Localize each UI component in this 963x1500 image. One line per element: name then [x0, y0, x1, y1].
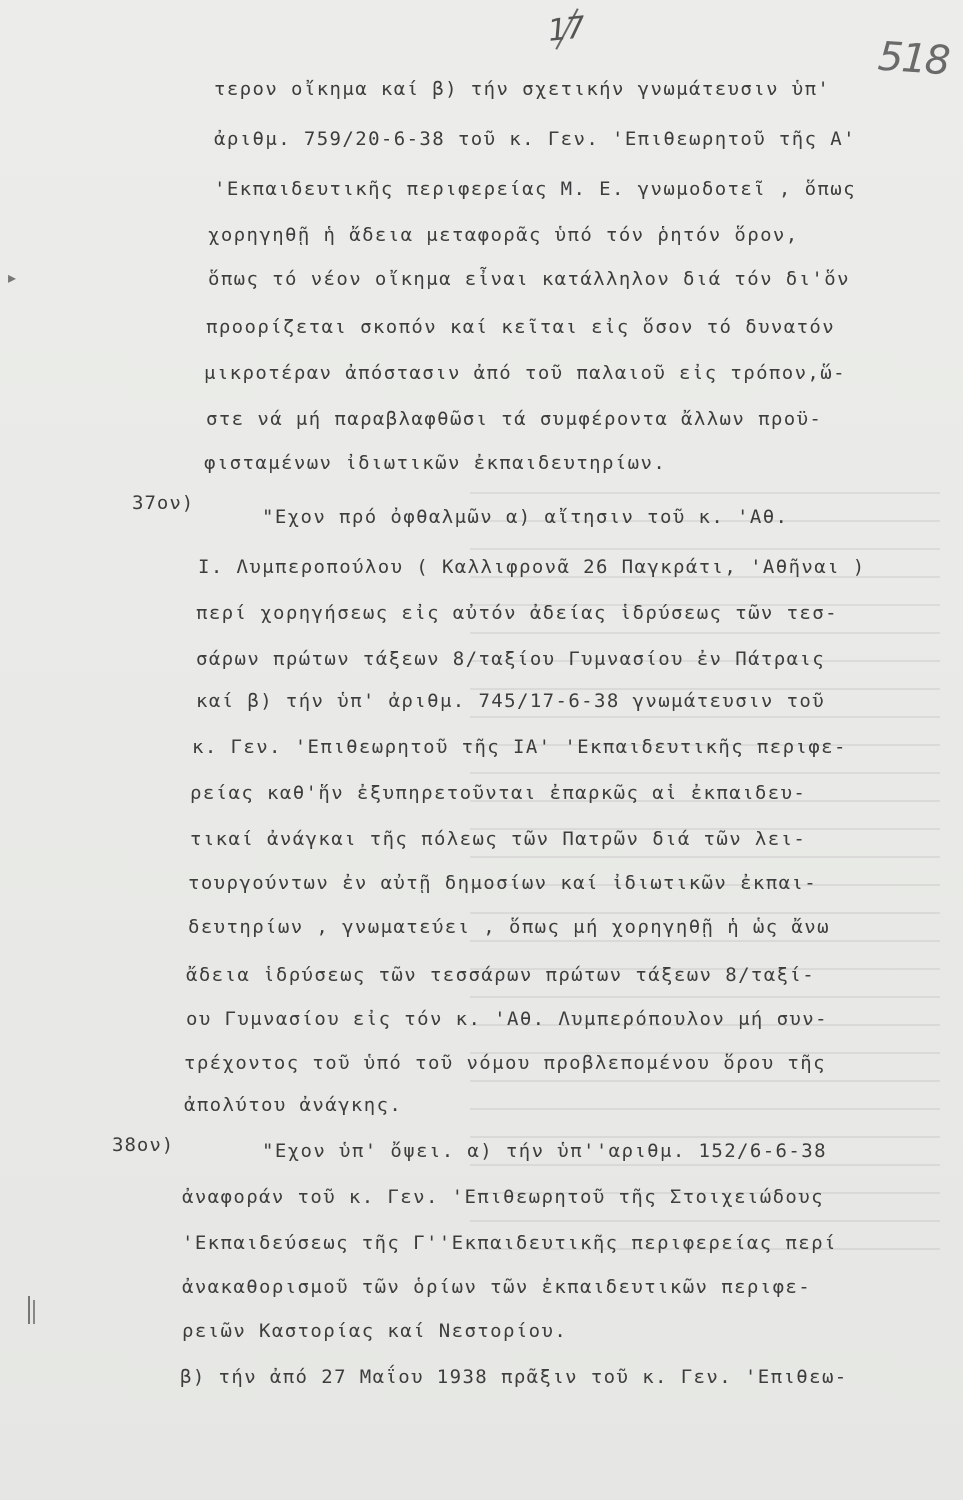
section-number-38: 38ον) — [112, 1134, 175, 1156]
text-line: μικροτέραν ἀπόστασιν ἀπό τοῦ παλαιοῦ εἰς τρόπον,ὥ- — [204, 362, 846, 384]
text-line: β) τήν ἀπό 27 Μαΐου 1938 πρᾶξιν τοῦ κ. Γεν. 'Επιθεω- — [180, 1366, 848, 1388]
text-line: τουργούντων ἐν αὐτῇ δημοσίων καί ἰδιωτικῶν ἐκπαι- — [188, 872, 818, 894]
margin-bar-mark — [28, 1296, 30, 1324]
text-line: ἀπολύτου ἀνάγκης. — [184, 1094, 403, 1116]
text-line: ου Γυμνασίου εἰς τόν κ. 'Αθ. Λυμπερόπουλον μή συν- — [186, 1008, 828, 1030]
text-line: ἀναφοράν τοῦ κ. Γεν. 'Επιθεωρητοῦ τῆς Στοιχειώδους — [182, 1186, 824, 1208]
text-line: 'Εκπαιδευτικῆς περιφερείας Μ. Ε. γνωμοδοτεῖ , ὅπως — [214, 178, 856, 200]
text-line: "Εχον ὑπ' ὄψει. α) τήν ὑπ''αριθμ. 152/6-6-38 — [262, 1140, 827, 1162]
text-line: ἀνακαθορισμοῦ τῶν ὁρίων τῶν ἐκπαιδευτικῶν περιφε- — [182, 1276, 812, 1298]
text-line: χορηγηθῇ ἡ ἄδεια μεταφορᾶς ὑπό τόν ῥητόν ὅρον, — [208, 224, 799, 246]
text-line: καί β) τήν ὑπ' ἀριθμ. 745/17-6-38 γνωμάτευσιν τοῦ — [196, 690, 826, 712]
text-line: ρειῶν Καστορίας καί Νεστορίου. — [182, 1320, 568, 1342]
page-number: 518 — [876, 33, 950, 85]
text-line: φισταμένων ἰδιωτικῶν ἐκπαιδευτηρίων. — [204, 452, 667, 474]
text-line: ἄδεια ἱδρύσεως τῶν τεσσάρων πρώτων τάξεων 8/ταξί- — [186, 964, 816, 986]
text-line: 'Εκπαιδεύσεως τῆς Γ''Εκπαιδευτικῆς περιφερείας περί — [182, 1232, 837, 1254]
section-number-37: 37ον) — [132, 492, 195, 514]
text-line: δευτηρίων , γνωματεύει , ὅπως μή χορηγηθῇ ἡ ὡς ἄνω — [188, 916, 830, 938]
text-line: Ι. Λυμπεροπούλου ( Καλλιφρονᾶ 26 Παγκράτι, 'Αθῆναι ) — [198, 556, 866, 578]
margin-bar-mark — [33, 1300, 35, 1324]
text-line: προορίζεται σκοπόν καί κεῖται εἰς ὅσον τό δυνατόν — [206, 316, 836, 338]
text-line: κ. Γεν. 'Επιθεωρητοῦ τῆς ΙΑ' 'Εκπαιδευτικῆς περιφε- — [192, 736, 847, 758]
text-line: ὅπως τό νέον οἴκημα εἶναι κατάλληλον διά τόν δι'ὅν — [208, 268, 850, 290]
text-line: τερον οἴκημα καί β) τήν σχετικήν γνωμάτευσιν ὑπ' — [214, 78, 831, 100]
margin-tick-mark: ▸ — [8, 268, 17, 287]
text-line: ρείας καθ'ἥν ἐξυπηρετοῦνται ἐπαρκῶς αἱ ἐκπαιδευ- — [190, 782, 807, 804]
text-line: τρέχοντος τοῦ ὑπό τοῦ νόμου προβλεπομένου ὅρου τῆς — [184, 1052, 826, 1074]
text-line: περί χορηγήσεως εἰς αὐτόν ἀδείας ἱδρύσεως τῶν τεσ- — [196, 602, 838, 624]
text-line: ἀριθμ. 759/20-6-38 τοῦ κ. Γεν. 'Επιθεωρητοῦ τῆς Α' — [214, 128, 856, 150]
text-line: τικαί ἀνάγκαι τῆς πόλεως τῶν Πατρῶν διά τῶν λει- — [190, 828, 807, 850]
text-line: σάρων πρώτων τάξεων 8/ταξίου Γυμνασίου ἐν Πάτραις — [196, 648, 826, 670]
text-line: στε νά μή παραβλαφθῶσι τά συμφέροντα ἄλλων προϋ- — [206, 408, 823, 430]
text-line: "Εχον πρό ὀφθαλμῶν α) αἴτησιν τοῦ κ. 'Αθ. — [262, 506, 789, 528]
folio-mark: 17 — [546, 10, 586, 49]
